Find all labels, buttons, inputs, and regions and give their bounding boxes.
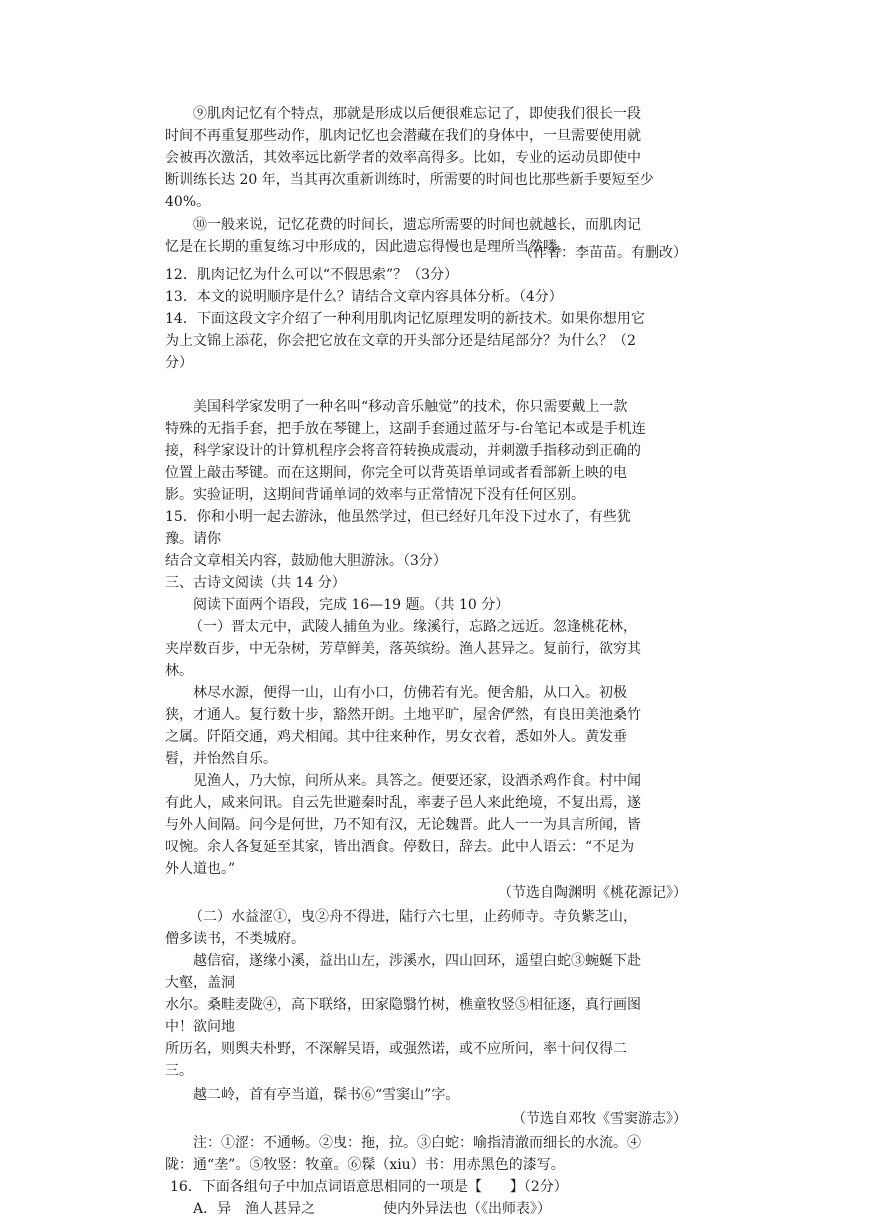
passage-1-line: 见渔人，乃大惊，问所从来。具答之。便要还家，设酒杀鸡作食。村中闻 <box>193 773 641 789</box>
passage-2-line: 中！欲问地 <box>165 1019 235 1035</box>
author-credit: （作者：李苗苗。有删改） <box>519 245 687 261</box>
paragraph-9-line: ⑨肌肉记忆有个特点，那就是形成以后便很难忘记了，即使我们很长一段 <box>193 106 641 122</box>
passage-1-line: 狭，才通人。复行数十步，豁然开朗。土地平旷，屋舍俨然，有良田美池桑竹 <box>165 707 641 723</box>
question-16: 16．下面各组句子中加点词语意思相同的一项是【 】（2分） <box>170 1179 568 1195</box>
passage-2-line: 水尔。桑畦麦陇④，高下联络，田家隐翳竹树，樵童牧竖⑤相征逐，真行画图 <box>165 997 641 1013</box>
material-line: 接，科学家设计的计算机程序会将音符转换成震动，并刺激手指移动到正确的 <box>165 443 641 459</box>
passage-1-line: 林。 <box>165 663 193 679</box>
passage-2-line: （二）水益涩①，曳②舟不得进，陆行六七里，止药师寺。寺负紫芝山， <box>189 909 637 925</box>
passage-1-line: 外人道也。” <box>165 861 236 877</box>
passage-2-line: 僧多读书，不类城府。 <box>165 931 305 947</box>
passage-2-line: 越信宿，遂缘小溪，益出山左，涉溪水，四山回环，遥望白蛇③蜿蜒下赴 <box>193 953 641 969</box>
paragraph-10-line: 忆是在长期的重复练习中形成的，因此遗忘得慢也是理所当然喽。 <box>165 239 571 255</box>
paragraph-9-line: 会被再次激活，其效率远比新学者的效率高得多。比如，专业的运动员即使中 <box>165 150 641 166</box>
passage-1-line: 髫，并怡然自乐。 <box>165 751 277 767</box>
paragraph-9-line: 断训练长达 20 年，当其再次重新训练时，所需要的时间也比那些新手要短至少 <box>165 172 654 188</box>
annotation-line: 注：①涩：不通畅。②曳：拖，拉。③白蛇：喻指清澈而细长的水流。④ <box>193 1135 641 1151</box>
option-a <box>193 1198 713 1220</box>
passage-1-line: 之属。阡陌交通，鸡犬相闻。其中往来种作，男女衣着，悉如外人。黄发垂 <box>165 729 627 745</box>
passage-2-line: 所历名，则舆夫朴野，不深解吴语，或强然诺，或不应所问，率十问仅得二 <box>165 1041 627 1057</box>
source-2: （节选自邓牧《雪窦游志》） <box>512 1111 687 1127</box>
paragraph-9-line: 40%。 <box>165 194 211 210</box>
option-a-example: 使内外异法也（《出师表》） <box>383 1201 551 1217</box>
question-14-line: 分） <box>165 355 193 371</box>
passage-2-line: 大壑，盖洞 <box>165 975 235 991</box>
material-line: 影。实验证明，这期间背诵单词的效率与正常情况下没有任何区别。 <box>165 487 585 503</box>
paragraph-10-line: ⑩一般来说，记忆花费的时间长，遗忘所需要的时间也就越长，而肌肉记 <box>193 217 641 233</box>
material-line: 特殊的无指手套，把手放在琴键上，这副手套通过蓝牙与-台笔记本或是手机连 <box>165 421 646 437</box>
question-15-line: 15．你和小明一起去游泳，他虽然学过，但已经好几年没下过水了，有些犹 <box>165 509 631 525</box>
passage-1-line: （一）晋太元中，武陵人捕鱼为业。缘溪行，忘路之远近。忽逢桃花林， <box>189 619 637 635</box>
section-3-heading: 三、古诗文阅读（共 14 分） <box>165 575 346 591</box>
passage-1-line: 林尽水源，便得一山，山有小口，仿佛若有光。便舍船，从口入。初极 <box>193 685 627 701</box>
section-3-intro: 阅读下面两个语段，完成 16—19 题。（共 10 分） <box>193 597 510 613</box>
question-12: 12．肌肉记忆为什么可以“不假思索”？（3分） <box>165 267 459 283</box>
question-15-line: 豫。请你 <box>165 531 221 547</box>
passage-1-line: 叹惋。余人各复延至其家，皆出酒食。停数日，辞去。此中人语云：“不足为 <box>165 839 635 855</box>
annotation-line: 陇：通“垄”。⑤牧竖：牧童。⑥髹（xiu）书：用赤黑色的漆写。 <box>165 1157 565 1173</box>
passage-1-line: 有此人，咸来问讯。自云先世避秦时乱，率妻子邑人来此绝境，不复出焉，遂 <box>165 795 641 811</box>
material-line: 位置上敲击琴键。而在这期间，你完全可以背英语单词或者看部新上映的电 <box>165 465 627 481</box>
question-14-line: 为上文锦上添花，你会把它放在文章的开头部分还是结尾部分？为什么？（2 <box>165 333 636 349</box>
question-14-line: 14．下面这段文字介绍了一种利用肌肉记忆原理发明的新技术。如果你想用它 <box>165 311 645 327</box>
paragraph-9-line: 时间不再重复那些动作，肌肉记忆也会潜藏在我们的身体中，一旦需要使用就 <box>165 128 641 144</box>
passage-2-line: 越二岭，首有亭当道，髹书⑥“雪窦山”字。 <box>193 1087 460 1103</box>
passage-1-line: 与外人间隔。问今是何世，乃不知有汉，无论魏晋。此人一一为具言所闻，皆 <box>165 817 641 833</box>
passage-1-line: 夹岸数百步，中无杂树，芳草鲜美，落英缤纷。渔人甚异之。复前行，欲穷其 <box>165 641 641 657</box>
question-13: 13．本文的说明顺序是什么？请结合文章内容具体分析。（4分） <box>165 289 563 305</box>
question-15-line: 结合文章相关内容，鼓励他大胆游泳。（3分） <box>165 553 447 569</box>
passage-2-line: 三。 <box>165 1063 193 1079</box>
source-1: （节选自陶渊明《桃花源记》） <box>498 885 687 901</box>
option-a-label: A．异 渔人甚异之 <box>193 1201 316 1217</box>
material-line: 美国科学家发明了一种名叫“移动音乐触觉”的技术，你只需要戴上一款 <box>193 399 628 415</box>
